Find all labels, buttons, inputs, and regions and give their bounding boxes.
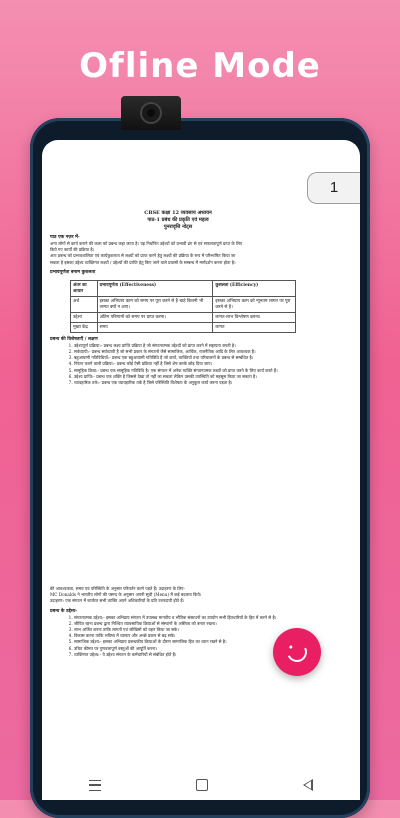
list-item: 7. व्यावहारिक तर्क:- प्रबन्ध एक व्यावहारिक तर्क है जिसे परिस्थिति विशेषता के अनुकूल कार्य करना पड़ता है। (74, 380, 306, 386)
list-item: 6. उचित कीमत पर गुणवत्तापूर्ण वस्तुओं की आपूर्ति करना। (74, 646, 306, 652)
list-item: 2. सर्वव्यापी:- प्रबन्ध सर्वव्यापी है जो सभी प्रकार के संगठनों जैसे सामाजिक, आर्थिक, राजनैतिक आदि के लिए आवश्यक है। (74, 349, 306, 355)
table-cell: लागत-लाभ विश्लेषण करना। (213, 312, 296, 322)
doc-table-heading: प्रभावपूर्णता बनाम कुशलता (50, 269, 96, 275)
document-page-2 (50, 586, 306, 658)
doc-features-heading: प्रबन्ध की विशेषताएँ / लक्षण (50, 336, 98, 342)
list-item: 1. संगठनात्मक उद्देश्य:- इसका अभिप्राय संगठन में उपलब्ध मानवीय व भौतिक संसाधनों का उपयोग सभी हितधारियों के हित में करने से है। (74, 615, 306, 621)
doc-title-line: CBSE कक्षा 12 व्यवसाय अध्ययन (144, 210, 212, 216)
camera-lens-icon (140, 102, 162, 124)
doc-text-line: अन्य लोगों से कार्य कराने की कला को प्रबन्ध कहा जाता है। यह निर्धारित उद्देश्यों को प्रभावी ढंग से एवं सफलतापूर्ण प्राप्त के लिए (50, 241, 243, 246)
table-row (71, 312, 296, 322)
doc-title-line: पुनरावृत्ति नोट्स (163, 224, 193, 230)
doc-text-line: अतः प्रबन्ध को प्रभावशालिता एवं कार्यकुशलता से लक्ष्यों को प्राप्त करने हेतु लक्ष्यों की प्रक्रिया के रूप में परिभाषित किया जा (50, 253, 236, 259)
back-icon[interactable] (303, 779, 313, 791)
doc-text-line: किये गए कार्यों की प्रक्रिया है। (50, 247, 95, 253)
list-item: 7. व्यक्तिगत उद्देश्य:- ये उद्देश्य संगठन के कर्मचारियों से संबंधित होते हैं। (74, 652, 306, 658)
objectives-list (50, 615, 306, 658)
doc-text-line: उदाहरण: एक संगठन में कार्यरत सभी व्यक्ति अपने अधिकारियों के प्रति उत्तरदायी होते हैं। (50, 598, 185, 604)
table-cell: उद्देश्य (71, 312, 98, 322)
features-list (50, 343, 306, 386)
system-nav-bar (42, 770, 360, 800)
page-number-badge: 1 (307, 172, 360, 204)
doc-title-line: पाठ-1 प्रबंध की प्रकृति एवं महत्व (147, 217, 209, 223)
document-page-1 (50, 210, 306, 386)
doc-text-line: सकता है इसका उद्देश्य व्यक्तिगत लक्ष्यों / उद्देश्यों की प्राप्ति हेतु किए जाने वाले प्रयासों के सम्बन्ध में मार्गदर्शन करना होता है। (50, 259, 236, 265)
popup-camera (121, 96, 181, 130)
table-header-cell: प्रभावपूर्णता (Effectiveness) (97, 280, 213, 296)
list-item: 4. विकास करना ताकि भविष्य में व्यापार और अच्छे प्रकार से बढ़ सके। (74, 633, 306, 639)
table-cell: अंतिम परिणामों को समय पर प्राप्त करना। (97, 312, 213, 322)
list-item: 3. बहुआयामी गतिविधियाँ:- प्रबन्ध एक बहुआयामी गतिविधि है जो कार्य, व्यक्तियों तथा परिचालनों के प्रबन्ध से सम्बंधित है। (74, 355, 306, 361)
doc-text-line: की आवश्यकता, समय एवं परिस्थिति के अनुसार परिवर्तन करने पड़ते हैं। उदाहरण के लिए- (50, 586, 185, 591)
table-cell: मुख्य केंद्र (71, 322, 98, 332)
table-header-cell: कुशलता (Efficiency) (213, 280, 296, 296)
comparison-table (70, 280, 296, 333)
list-item: 6. उद्देश्य प्राप्ति:- प्रबन्ध एक शक्ति है जिससे देखा तो नहीं जा सकता लेकिन उसकी उपस्थिति को महसूस किया जा सकता है। (74, 374, 306, 380)
table-cell: अर्थ (71, 296, 98, 312)
pdf-viewer-screen[interactable] (42, 140, 360, 800)
table-row (71, 296, 296, 312)
list-item: 1. उद्देश्यपूर्ण प्रक्रिया:- प्रबन्ध लक्ष्य प्राप्ति प्रक्रिया है जो संगठनात्मक उद्देश्यों को प्राप्त करने में सहायता करती है। (74, 343, 306, 349)
doc-text-line: MC Donalds ने भारतीय लोगों की पसन्द के अनुसार अपनी सूची (Menu) में कई बदलाव किये। (50, 592, 202, 598)
table-cell: लागत (213, 322, 296, 332)
doc-intro-heading: पाठ एक नज़र में- (50, 235, 80, 240)
table-header-cell: अंतर का आधार (71, 280, 98, 296)
refresh-fab-button[interactable] (273, 628, 321, 676)
list-item: 5. सामाजिक उद्देश्य:- इसका अभिप्राय प्रबन्धकीय क्रियाओं के दौरान सामाजिक हित का ध्यान रखने से है। (74, 639, 306, 645)
doc-objectives-heading: प्रबन्ध के उद्देश्य- (50, 608, 78, 614)
list-item: 2. जीवित रहना प्रबन्ध द्वारा निश्चित व्यावसायिक क्रियाओं से संस्थानों के अस्तित्व को बनाए रखना। (74, 621, 306, 627)
table-cell: इसका अभिप्राय काम को न्यूनतम लागत पर पूरा करने से है। (213, 296, 296, 312)
table-cell: इसका अभिप्राय काम को समय पर पूरा करने से है चाहे कितनी भी लागत क्यों न आए। (97, 296, 213, 312)
list-item: 4. निरंतर चलने वाली प्रक्रिया:- प्रबन्ध कोई ऐसी प्रक्रिया नहीं है जिसे शेष करके छोड़ दिया जाए। (74, 361, 306, 367)
table-row (71, 322, 296, 332)
hero-title: Ofline Mode (79, 46, 321, 86)
recent-apps-icon[interactable] (89, 780, 101, 791)
refresh-icon (284, 639, 310, 665)
list-item: 5. सामूहिक क्रिया:- प्रबन्ध एक सामूहिक गतिविधि है। एक संगठन में अनेक व्यक्ति संगठनात्मक लक्ष्यों को प्राप्त करने के लिए कार्य करते हैं। (74, 368, 306, 374)
list-item: 3. लाभ अर्जित करना ताकि लागतों एवं जोखिमों को वहन किया जा सके। (74, 627, 306, 633)
table-cell: समय (97, 322, 213, 332)
home-icon[interactable] (196, 779, 208, 791)
